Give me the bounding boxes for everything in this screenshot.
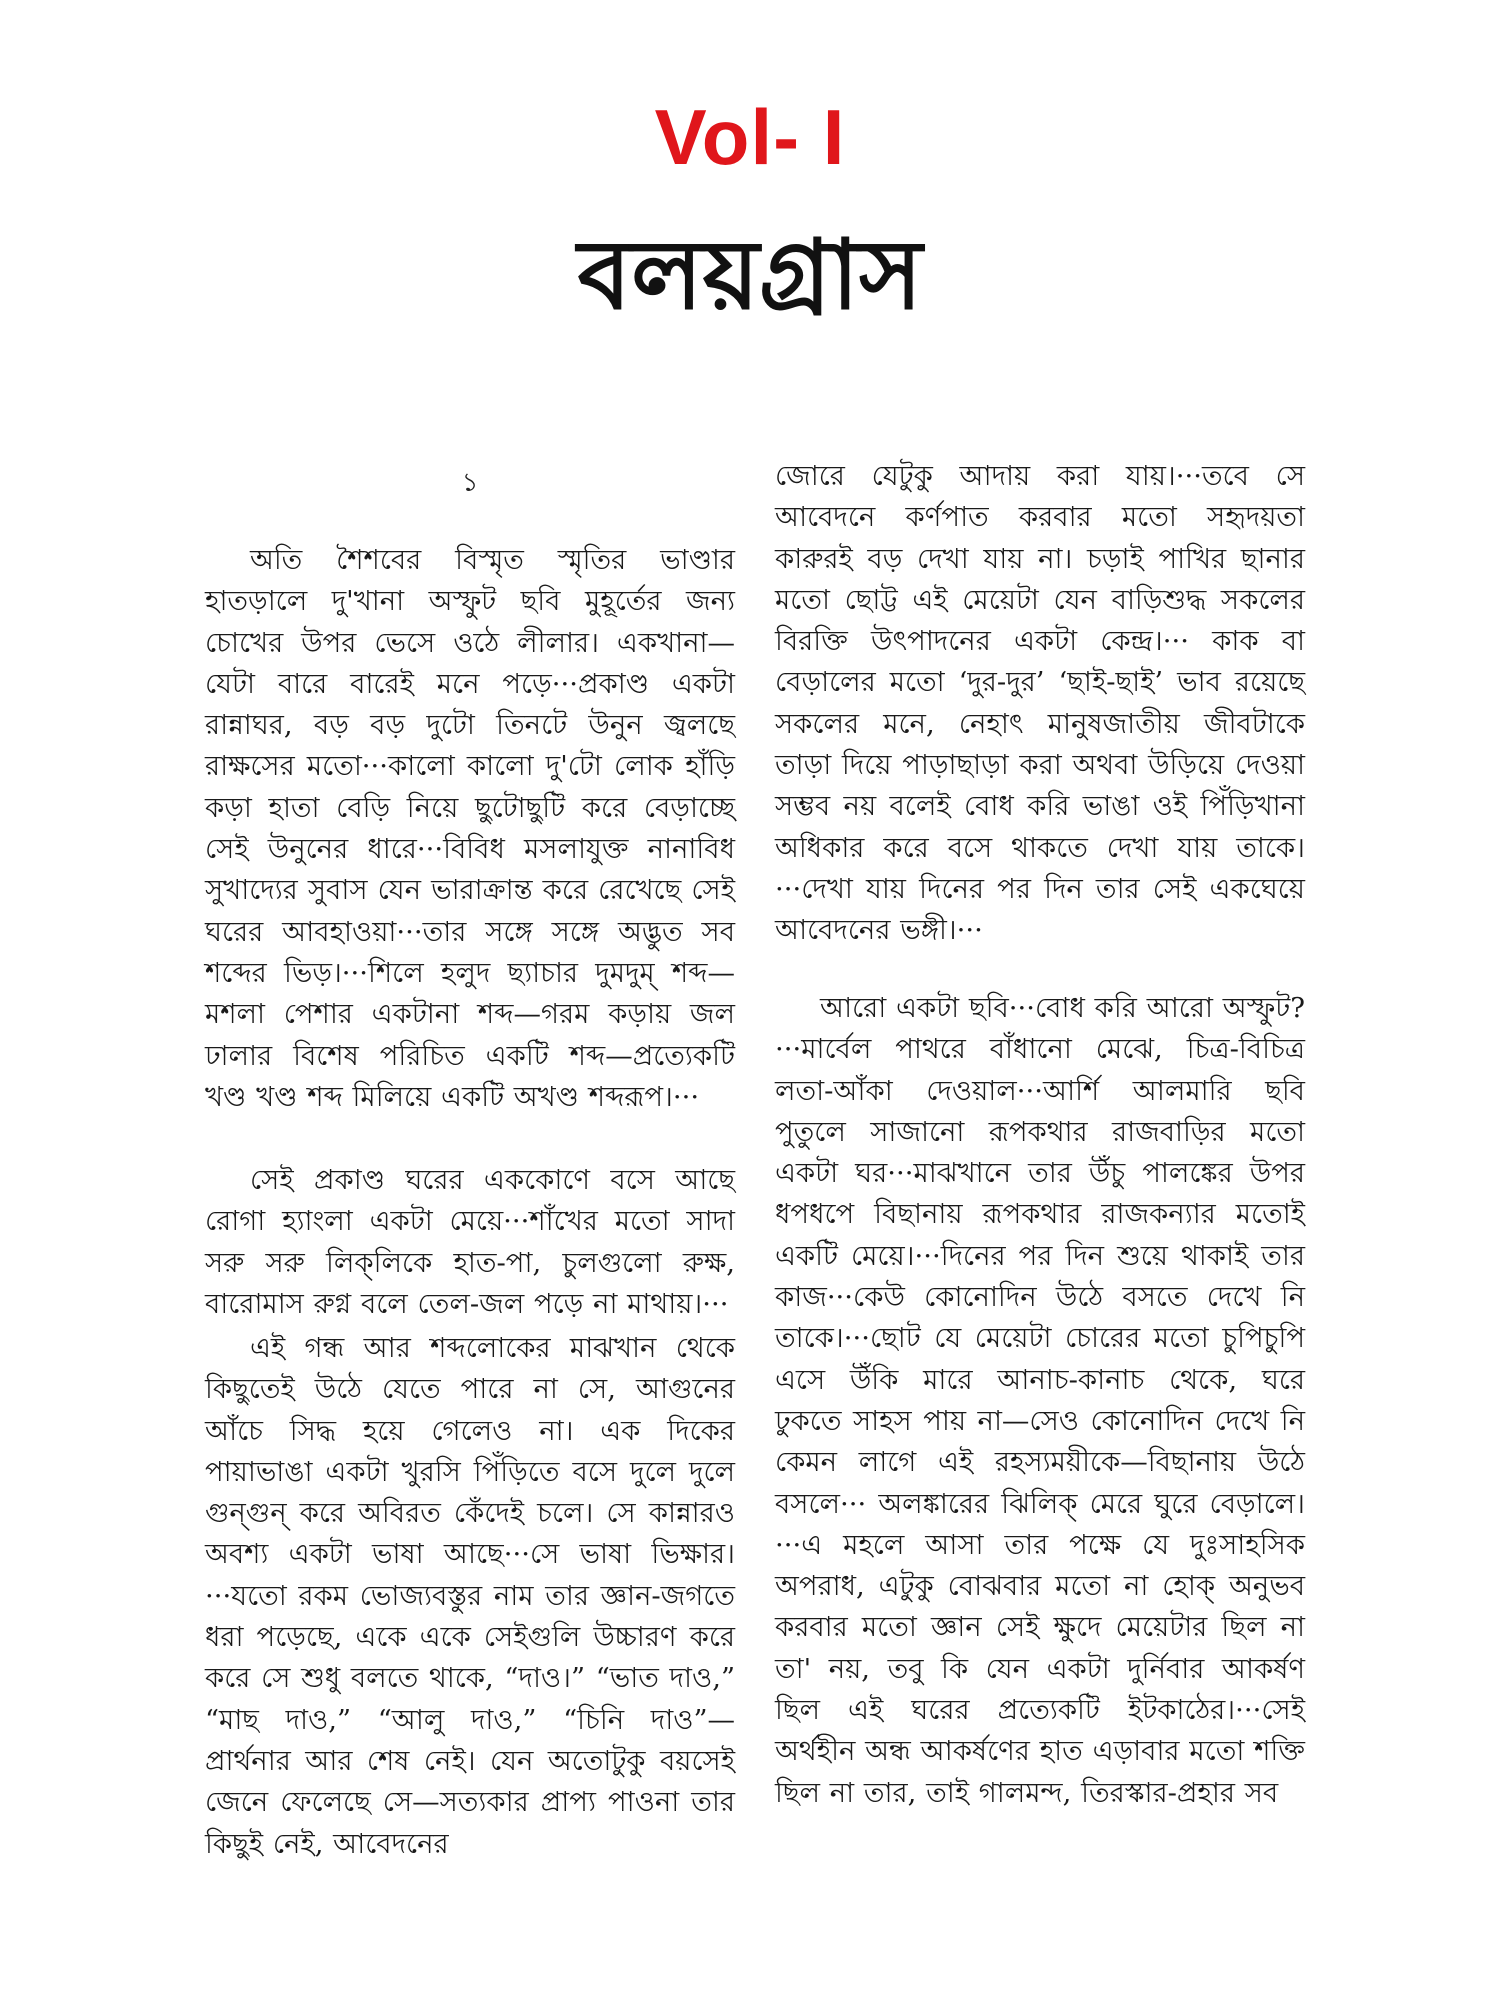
paragraph: অতি শৈশবের বিস্মৃত স্মৃতির ভাণ্ডার হাতড়ালে দু'খানা অস্ফুট ছবি মুহূর্তের জন্য চোখের উপর ভেসে ওঠে লীলার। একখানা—যেটা বারে বারেই মনে পড়ে···প্রকাণ্ড একটা রান্নাঘর, বড় বড় দুটো তিনটে উনুন জ্বলছে রাক্ষসের মতো···কালো কালো দু'টো লোক হাঁড়ি কড়া হাতা বেড়ি নিয়ে ছুটোছুটি করে বেড়াচ্ছে সেই উনুনের ধারে···বিবিধ মসলাযুক্ত নানাবিধ সুখাদ্যের সুবাস যেন ভারাক্রান্ত করে রেখেছে সেই ঘরের আবহাওয়া···তার সঙ্গে সঙ্গে অদ্ভুত সব শব্দের ভিড়।···শিলে হলুদ ছ্যাচার দুমদুম্ শব্দ—মশলা পেশার একটানা শব্দ—গরম কড়ায় জল ঢালার বিশেষ পরিচিত একটি শব্দ—প্রত্যেকটি খণ্ড খণ্ড শব্দ মিলিয়ে একটি অখণ্ড শব্দরূপ।···	[205, 544, 735, 1113]
paragraph: আরো একটা ছবি···বোধ করি আরো অস্ফুট?···মার্বেল পাথরে বাঁধানো মেঝে, চিত্র-বিচিত্র লতা-আঁকা দেওয়াল···আর্শি আলমারি ছবি পুতুলে সাজানো রূপকথার রাজবাড়ির মতো একটা ঘর···মাঝখানে তার উঁচু পালঙ্কের উপর ধপধপে বিছানায় রূপকথার রাজকন্যার মতোই একটি মেয়ে।···দিনের পর দিন শুয়ে থাকাই তার কাজ···কেউ কোনোদিন উঠে বসতে দেখে নি তাকে।···ছোট যে মেয়েটা চোরের মতো চুপিচুপি এসে উঁকি মারে আনাচ-কানাচ থেকে, ঘরে ঢুকতে সাহস পায় না—সেও কোনোদিন দেখে নি কেমন লাগে এই রহস্যময়ীকে—বিছানায় উঠে বসলে··· অলঙ্কারের ঝিলিক্ মেরে ঘুরে বেড়ালে।···এ মহলে আসা তার পক্ষে যে দুঃসাহসিক অপরাধ, এটুকু বোঝবার মতো না হোক্ অনুভব করবার মতো জ্ঞান সেই ক্ষুদে মেয়েটার ছিল না তা' নয়, তবু কি যেন একটা দুর্নিবার আকর্ষণ ছিল এই ঘরের প্রত্যেকটি ইটকাঠের।···সেই অর্থহীন অন্ধ আকর্ষণের হাত এড়াবার মতো শক্তি ছিল না তার, তাই গালমন্দ, তিরস্কার-প্রহার সব	[775, 992, 1305, 1809]
volume-label: Vol- I	[654, 93, 846, 181]
paragraph: জোরে যেটুকু আদায় করা যায়।···তবে সে আবেদনে কর্ণপাত করবার মতো সহৃদয়তা কারুরই বড় দেখা যায় না। চড়াই পাখির ছানার মতো ছোট্ট এই মেয়েটা যেন বাড়িশুদ্ধ সকলের বিরক্তি উৎপাদনের একটা কেন্দ্র।··· কাক বা বেড়ালের মতো ‘দুর-দুর’ ‘ছাই-ছাই’ ভাব রয়েছে সকলের মনে, নেহাৎ মানুষজাতীয় জীবটাকে তাড়া দিয়ে পাড়াছাড়া করা অথবা উড়িয়ে দেওয়া সম্ভব নয় বলেই বোধ করি ভাঙা ওই পিঁড়িখানা অধিকার করে বসে থাকতে দেখা যায় তাকে।···দেখা যায় দিনের পর দিন তার সেই একঘেয়ে আবেদনের ভঙ্গী।···	[775, 460, 1305, 947]
chapter-number: ১	[461, 468, 479, 498]
column-gutter	[755, 460, 756, 1860]
book-title: বলয়গ্রাস	[577, 219, 923, 331]
paragraph: সেই প্রকাণ্ড ঘরের এককোণে বসে আছে রোগা হ্যাংলা একটা মেয়ে···শাঁখের মতো সাদা সরু সরু লিক্‌লিকে হাত-পা, চুলগুলো রুক্ষ, বারোমাস রুগ্ন বলে তেল-জল পড়ে না মাথায়।···	[205, 1164, 735, 1320]
paragraph: এই গন্ধ আর শব্দলোকের মাঝখান থেকে কিছুতেই উঠে যেতে পারে না সে, আগুনের আঁচে সিদ্ধ হয়ে গেলেও না। এক দিকের পায়াভাঙা একটা খুরসি পিঁড়িতে বসে দুলে দুলে গুন্‌গুন্ করে অবিরত কেঁদেই চলে। সে কান্নারও অবশ্য একটা ভাষা আছে···সে ভাষা ভিক্ষার।···যতো রকম ভোজ্যবস্তুর নাম তার জ্ঞান-জগতে ধরা পড়েছে, একে একে সেইগুলি উচ্চারণ করে করে সে শুধু বলতে থাকে, “দাও।” “ভাত দাও,” “মাছ দাও,” “আলু দাও,” “চিনি দাও”—প্রার্থনার আর শেষ নেই। যেন অতোটুকু বয়সেই জেনে ফেলেছে সে—সত্যকার প্রাপ্য পাওনা তার কিছুই নেই, আবেদনের	[205, 1332, 735, 1860]
